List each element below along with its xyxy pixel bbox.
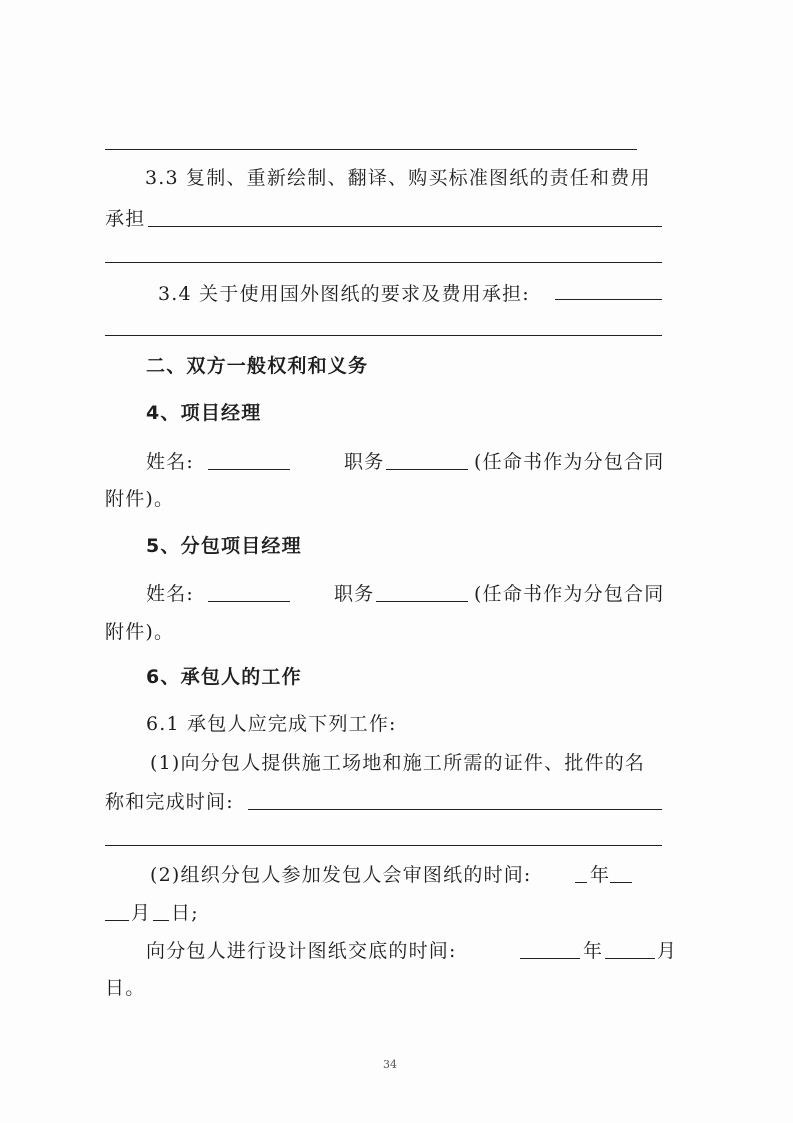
item-6-title: 6、承包人的工作 [146, 666, 302, 688]
clause-3-3-line1: 3.3 复制、重新绘制、翻译、购买标准图纸的责任和费用 [145, 167, 651, 189]
blank-line [555, 299, 662, 300]
blank-line [105, 845, 662, 846]
clause-6-1-2-line1: (2)组织分包人参加发包人会审图纸的时间: [150, 864, 532, 886]
duty-label: 职务 [344, 451, 385, 473]
design-disclosure-line2: 日。 [105, 977, 146, 999]
blank-line [248, 809, 662, 810]
name-blank [208, 601, 290, 602]
blank-line [520, 958, 580, 959]
blank-line [105, 920, 129, 921]
month-label: 月 [657, 940, 678, 962]
appointment-note: (任命书作为分包合同 [474, 583, 665, 605]
blank-line [610, 882, 632, 883]
item-5-title: 5、分包项目经理 [146, 535, 302, 557]
clause-6-1-1-line2: 称和完成时间: [105, 791, 234, 813]
day-label: 日; [171, 902, 199, 924]
name-label: 姓名: [146, 451, 195, 473]
clause-6-1: 6.1 承包人应完成下列工作: [146, 713, 397, 735]
name-label: 姓名: [146, 583, 195, 605]
name-blank [208, 469, 290, 470]
year-label: 年 [590, 864, 611, 886]
attachment-note: 附件)。 [105, 488, 175, 510]
design-disclosure-line1: 向分包人进行设计图纸交底的时间: [146, 940, 457, 962]
blank-line [105, 335, 662, 336]
duty-blank [376, 601, 468, 602]
clause-6-1-1-line1: (1)向分包人提供施工场地和施工所需的证件、批件的名 [150, 752, 646, 774]
blank-line [575, 882, 587, 883]
duty-blank [386, 469, 468, 470]
section-title: 二、双方一般权利和义务 [146, 355, 369, 377]
blank-line [153, 920, 169, 921]
attachment-note: 附件)。 [105, 621, 175, 643]
appointment-note: (任命书作为分包合同 [474, 451, 665, 473]
duty-label: 职务 [334, 583, 375, 605]
blank-line [605, 958, 655, 959]
clause-3-3-line2: 承担 [105, 208, 146, 230]
blank-line [105, 262, 662, 263]
page-number: 34 [383, 1058, 397, 1071]
blank-line [105, 149, 637, 150]
clause-3-4: 3.4 关于使用国外图纸的要求及费用承担: [158, 283, 530, 305]
item-4-title: 4、项目经理 [146, 402, 262, 424]
blank-line [148, 226, 662, 227]
month-label: 月 [131, 902, 152, 924]
year-label: 年 [583, 940, 604, 962]
